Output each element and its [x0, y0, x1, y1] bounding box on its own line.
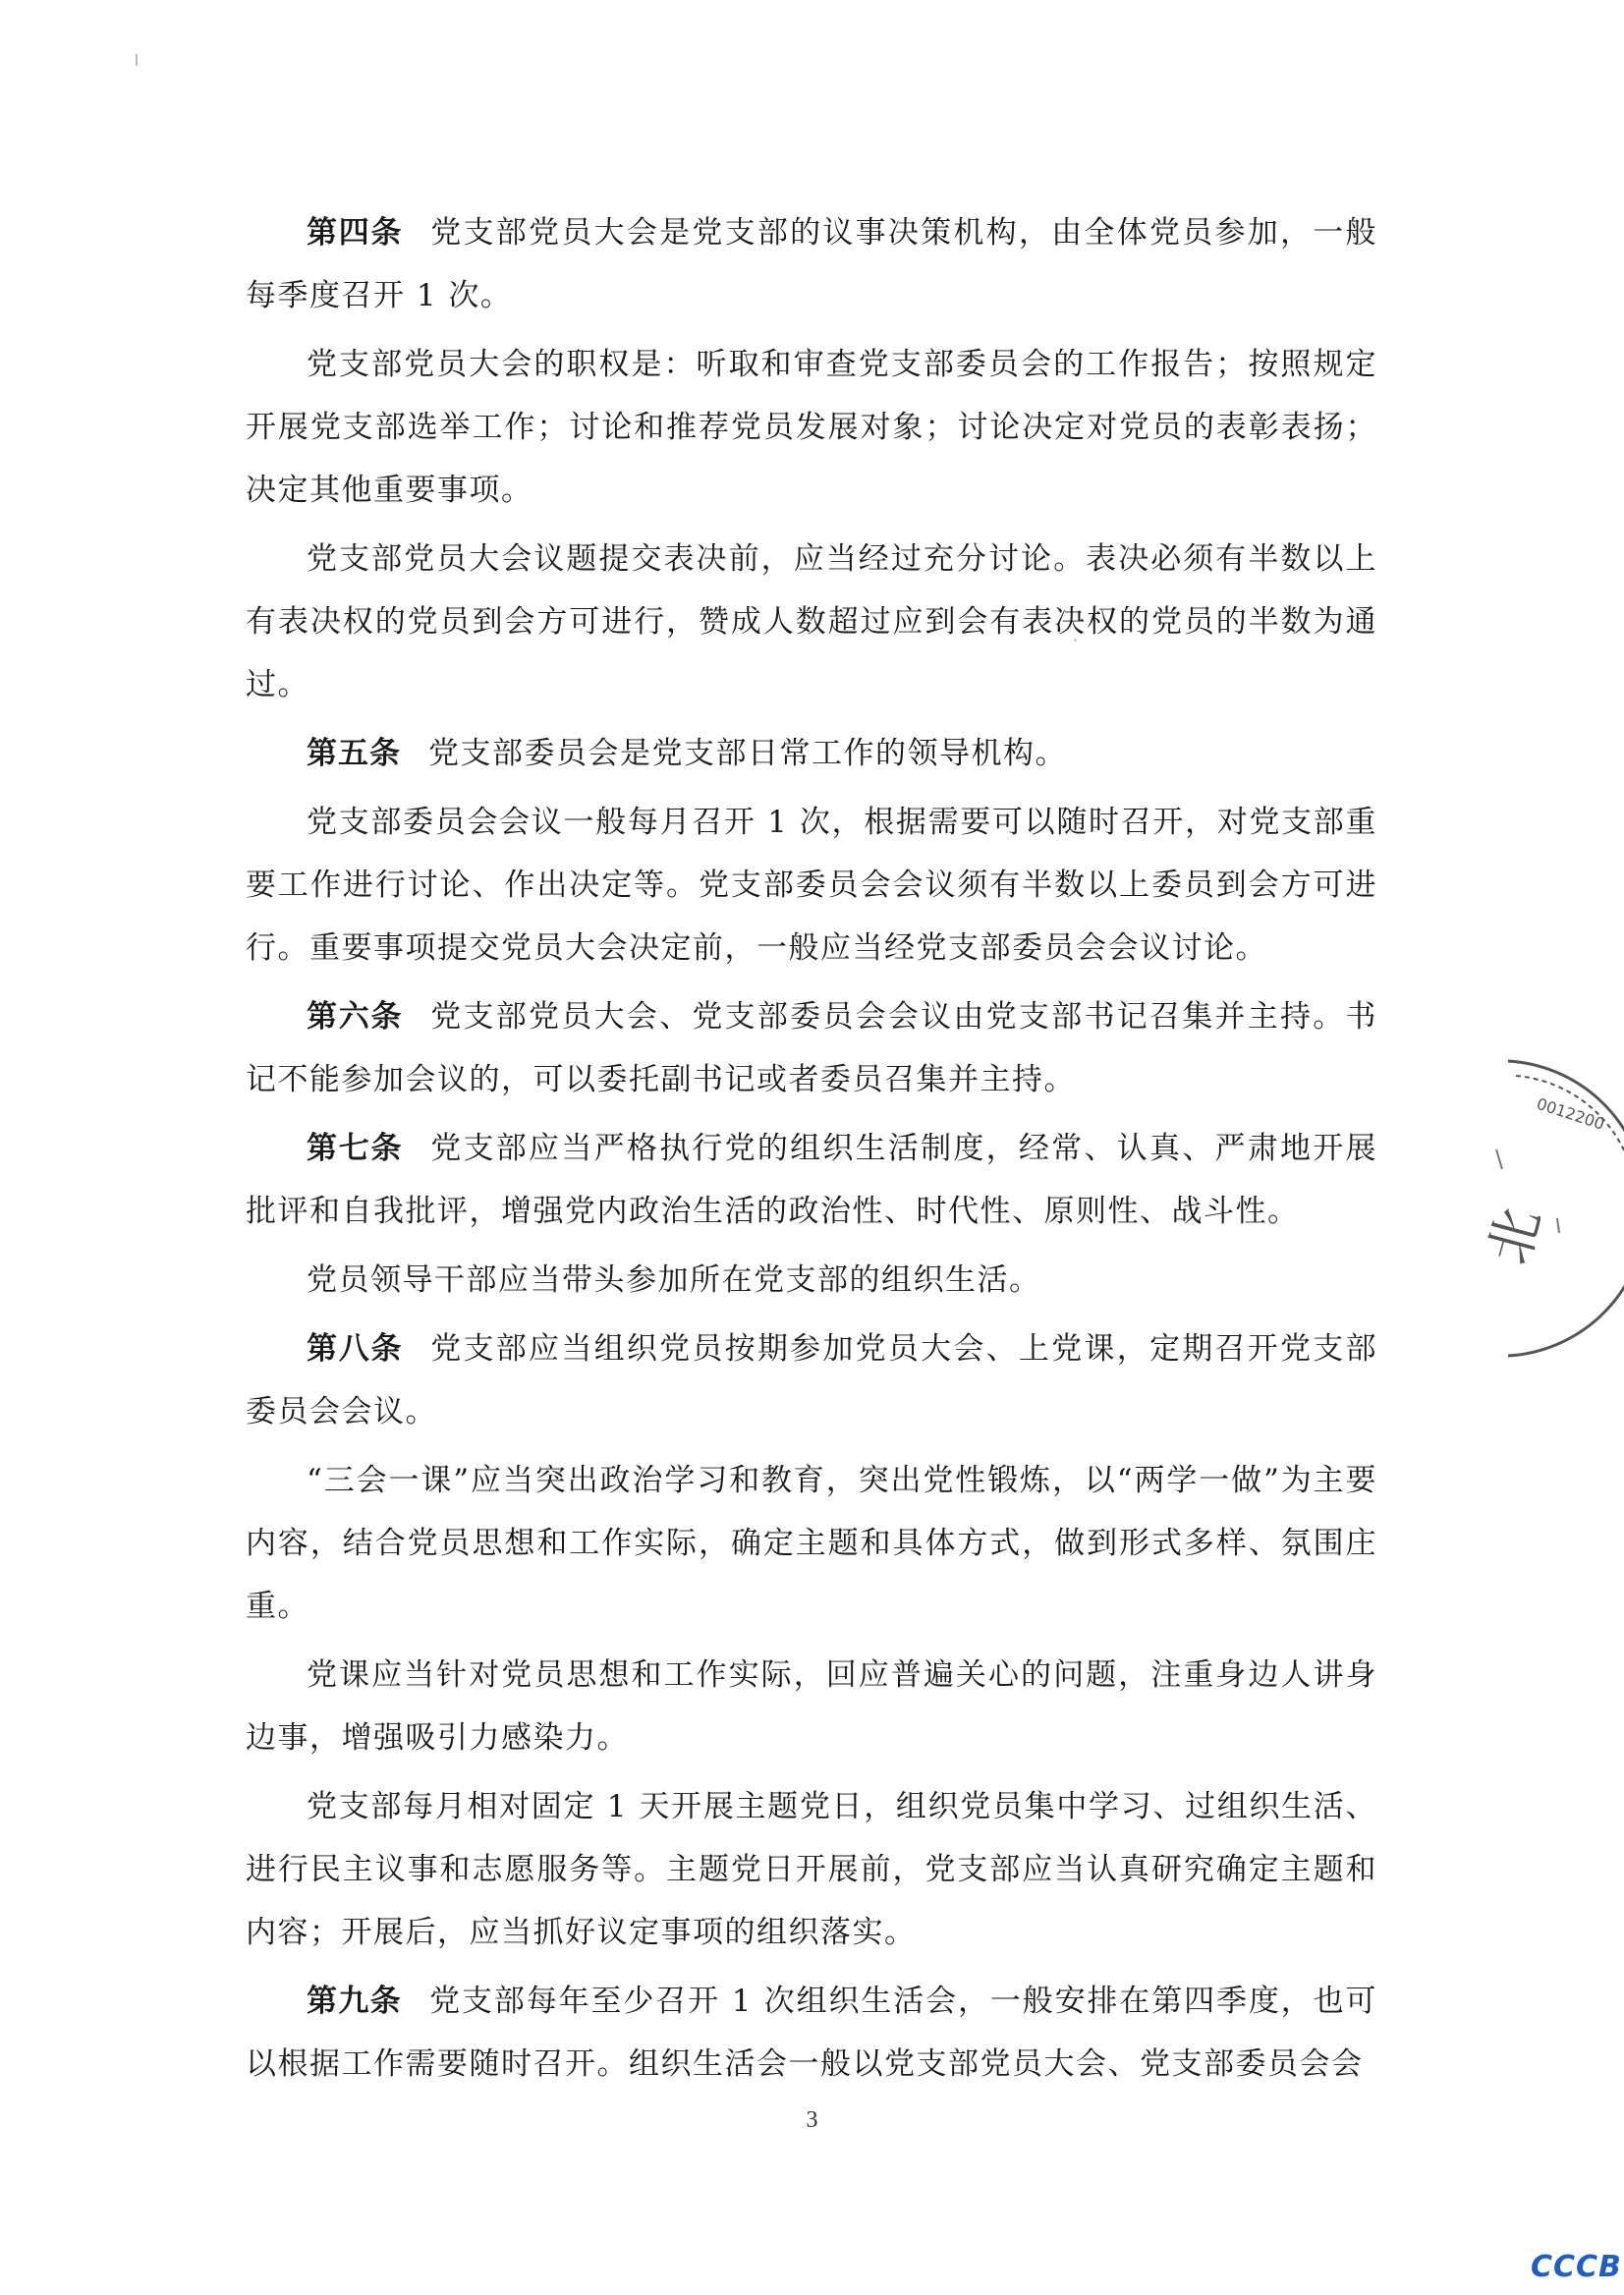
- article-heading: 第九条: [307, 1984, 403, 2019]
- paragraph-article-8: [246, 1317, 1377, 1443]
- paragraph-text: 党支部应当严格执行党的组织生活制度，经常、认真、严肃地开展批评和自我批评，增强党内政治生活的政治性、时代性、原则性、战斗性。: [246, 1131, 1378, 1229]
- paragraph-article-7: [246, 1117, 1377, 1243]
- paragraph-text: 党课应当针对党员思想和工作实际，回应普遍关心的问题，注重身边人讲身边事，增强吸引力感染力。: [246, 1657, 1377, 1756]
- paragraph-text: 党支部党员大会的职权是：听取和审查党支部委员会的工作报告；按照规定开展党支部选举工作；讨论和推荐党员发展对象；讨论决定对党员的表彰表扬；决定其他重要事项。: [246, 347, 1377, 508]
- paragraph-text: 党支部每年至少召开 1 次组织生活会，一般安排在第四季度，也可以根据工作需要随时召开。组织生活会一般以党支部党员大会、党支部委员会会: [246, 1984, 1378, 2082]
- paragraph-text: 党支部应当组织党员按期参加党员大会、上党课，定期召开党支部委员会会议。: [246, 1331, 1378, 1429]
- paragraph: [246, 1249, 1377, 1312]
- paragraph: [246, 333, 1377, 522]
- paragraph: [246, 1644, 1377, 1769]
- seal-digits: 0012200: [1534, 1093, 1607, 1134]
- paragraph-text: 党支部委员会是党支部日常工作的领导机构。: [428, 736, 1067, 771]
- paragraph-text: 党支部党员大会是党支部的议事决策机构，由全体党员参加，一般每季度召开 1 次。: [246, 215, 1378, 313]
- scan-mark: [136, 54, 138, 66]
- paragraph: [246, 791, 1377, 980]
- paragraph-article-5: [246, 722, 1377, 785]
- paragraph-article-4: [246, 201, 1377, 327]
- article-heading: 第八条: [307, 1331, 404, 1367]
- paragraph-text: 党支部党员大会议题提交表决前，应当经过充分讨论。表决必须有半数以上有表决权的党员到会方可进行，赞成人数超过应到会有表决权的党员的半数为通过。: [246, 541, 1377, 702]
- paragraph: [246, 1775, 1377, 1964]
- paragraph-text: 党支部委员会会议一般每月召开 1 次，根据需要可以随时召开，对党支部重要工作进行讨论、作出决定等。党支部委员会会议须有半数以上委员到会方可进行。重要事项提交党员大会决定前，一般应当经党支部委员会会议讨论。: [246, 805, 1377, 966]
- paragraph: [246, 528, 1377, 716]
- article-heading: 第七条: [307, 1131, 404, 1166]
- article-heading: 第六条: [307, 999, 404, 1035]
- cccb-logo: CCCB: [1531, 2250, 1622, 2284]
- paragraph-article-9: [246, 1970, 1377, 2096]
- paragraph-article-6: [246, 985, 1377, 1111]
- seal-glyph: 北: [1477, 1201, 1554, 1271]
- document-body: [246, 201, 1377, 2101]
- paragraph: [246, 1449, 1377, 1638]
- official-seal-icon: [1477, 1032, 1624, 1366]
- paragraph-text: 党员领导干部应当带头参加所在党支部的组织生活。: [307, 1262, 1041, 1298]
- article-heading: 第五条: [307, 736, 401, 771]
- article-heading: 第四条: [307, 215, 404, 251]
- paragraph-text: “三会一课”应当突出政治学习和教育，突出党性锻炼，以“两学一做”为主要内容，结合党员思想和工作实际，确定主题和具体方式，做到形式多样、氛围庄重。: [246, 1463, 1377, 1624]
- paragraph-text: 党支部每月相对固定 1 天开展主题党日，组织党员集中学习、过组织生活、进行民主议事和志愿服务等。主题党日开展前，党支部应当认真研究确定主题和内容；开展后，应当抓好议定事项的组织落实。: [246, 1789, 1377, 1950]
- paragraph-text: 党支部党员大会、党支部委员会会议由党支部书记召集并主持。书记不能参加会议的，可以委托副书记或者委员召集并主持。: [246, 999, 1378, 1097]
- page-number: 3: [806, 2107, 818, 2133]
